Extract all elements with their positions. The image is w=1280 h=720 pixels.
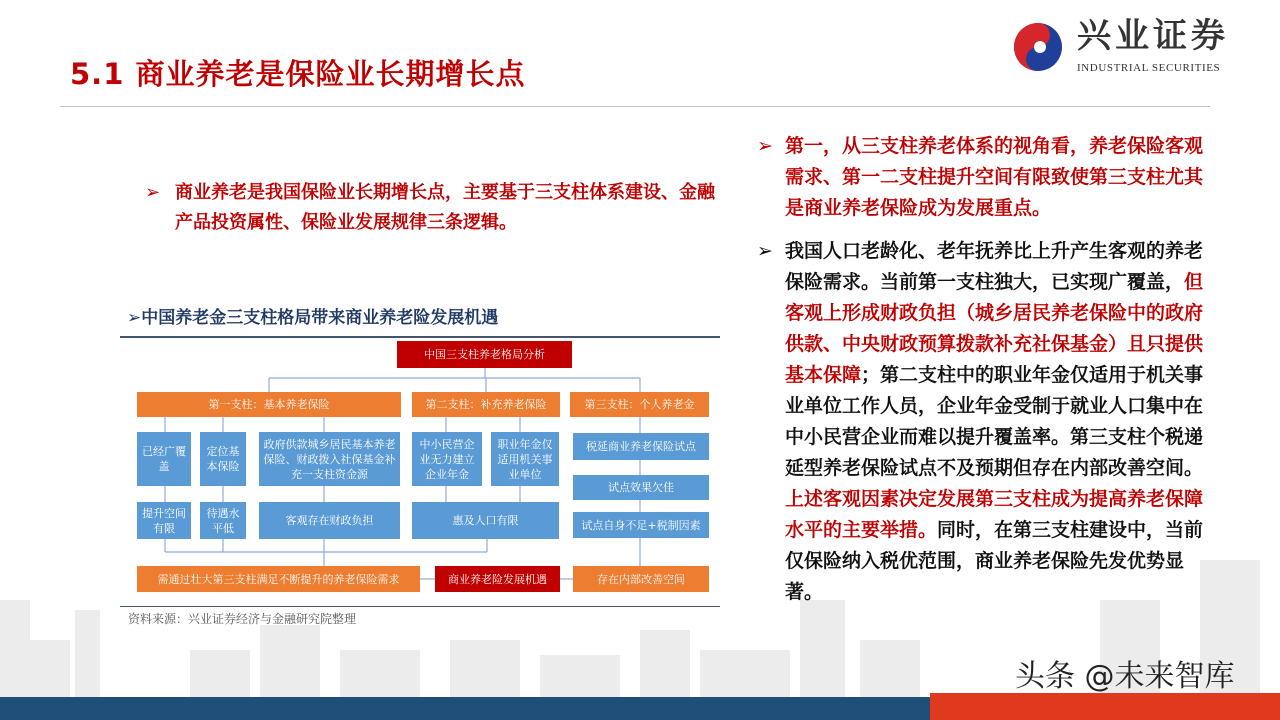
diagram-box: 税延商业养老保险试点 xyxy=(573,433,709,460)
diagram-box: 惠及人口有限 xyxy=(412,502,559,539)
pillar-2-box: 第二支柱：补充养老保险 xyxy=(412,392,560,417)
diagram-box: 已经广覆盖 xyxy=(137,432,191,486)
bullet-2-text-a: 我国人口老龄化、老年抚养比上升产生客观的养老保险需求。当前第一支柱独大，已实现广覆盖， xyxy=(785,240,1204,293)
bullet-2-text-e: 同时，在第三支柱建设中，当前仅保险纳入税优范围，商业养老保险先发优势显著。 xyxy=(785,519,1204,603)
source-note: 资料来源：兴业证券经济与金融研究院整理 xyxy=(128,612,357,626)
diagram-heading: ➢中国养老金三支柱格局带来商业养老险发展机遇 xyxy=(127,308,499,328)
left-bullet-text: 商业养老是我国保险业长期增长点，主要基于三支柱体系建设、金融产品投资属性、保险业发展规律三条逻辑。 xyxy=(175,182,715,233)
logo-text-cn: 兴业证券 xyxy=(1077,16,1229,56)
bullet-marker: ➢ xyxy=(757,135,773,157)
diagram-outcome-box: 商业养老险发展机遇 xyxy=(435,566,560,592)
bullet-1-text: 第一，从三支柱养老体系的视角看，养老保险客观需求、第一二支柱提升空间有限致使第三支柱尤其是商业养老保险成为发展重点。 xyxy=(785,135,1204,219)
diagram-box: 政府供款城乡居民基本养老保险、财政拨入社保基金补充一支柱资金源 xyxy=(259,432,400,486)
diagram-bottom-rule xyxy=(120,606,720,607)
pillar-1-box: 第一支柱：基本养老保险 xyxy=(137,392,401,417)
bullet-marker: ➢ xyxy=(145,182,161,203)
diagram-box: 试点效果欠佳 xyxy=(573,475,709,500)
diagram-box: 客观存在财政负担 xyxy=(259,502,400,539)
bullet-2-text-b: 但客观上形成财政负担（城乡居民养老保险中的政府供款、中央财政预算拨款补充社保基金）且只提供基本保障 xyxy=(785,271,1204,386)
bullet-2-text-c: ；第二支柱中的职业年金仅适用于机关事业单位工作人员，企业年金受制于就业人口集中在中小民营企业而难以提升覆盖率。第三支柱个税递延型养老保险试点不及预期但存在内部改善空间。 xyxy=(785,364,1204,479)
bullet-marker: ➢ xyxy=(757,240,773,262)
logo-text-en: INDUSTRIAL SECURITIES xyxy=(1077,62,1221,74)
diagram-box: 定位基本保险 xyxy=(200,432,246,486)
watermark: 头条 @未来智库 xyxy=(1015,659,1235,694)
diagram-box: 试点自身不足+税制因素 xyxy=(573,512,709,538)
diagram-box: 存在内部改善空间 xyxy=(573,566,709,592)
right-bullet-2 xyxy=(757,236,1207,608)
diagram-box: 职业年金仅适用机关事业单位 xyxy=(491,432,559,486)
pillar-3-box: 第三支柱：个人养老金 xyxy=(570,392,709,417)
bullet-2-text-d: 上述客观因素决定发展第三支柱成为提高养老保障水平的主要举措。 xyxy=(785,488,1204,541)
diagram-box: 提升空间有限 xyxy=(137,502,191,539)
page-title: 5.1 商业养老是保险业长期增长点 xyxy=(70,57,526,91)
right-bullet-1 xyxy=(757,131,1207,224)
diagram-box: 需通过壮大第三支柱满足不断提升的养老保险需求 xyxy=(137,566,420,592)
right-bullets xyxy=(757,131,1207,608)
diagram-root-box: 中国三支柱养老格局分析 xyxy=(397,341,572,368)
diagram-box: 待遇水平低 xyxy=(200,502,246,539)
diagram-box: 中小民营企业无力建立企业年金 xyxy=(412,432,482,486)
